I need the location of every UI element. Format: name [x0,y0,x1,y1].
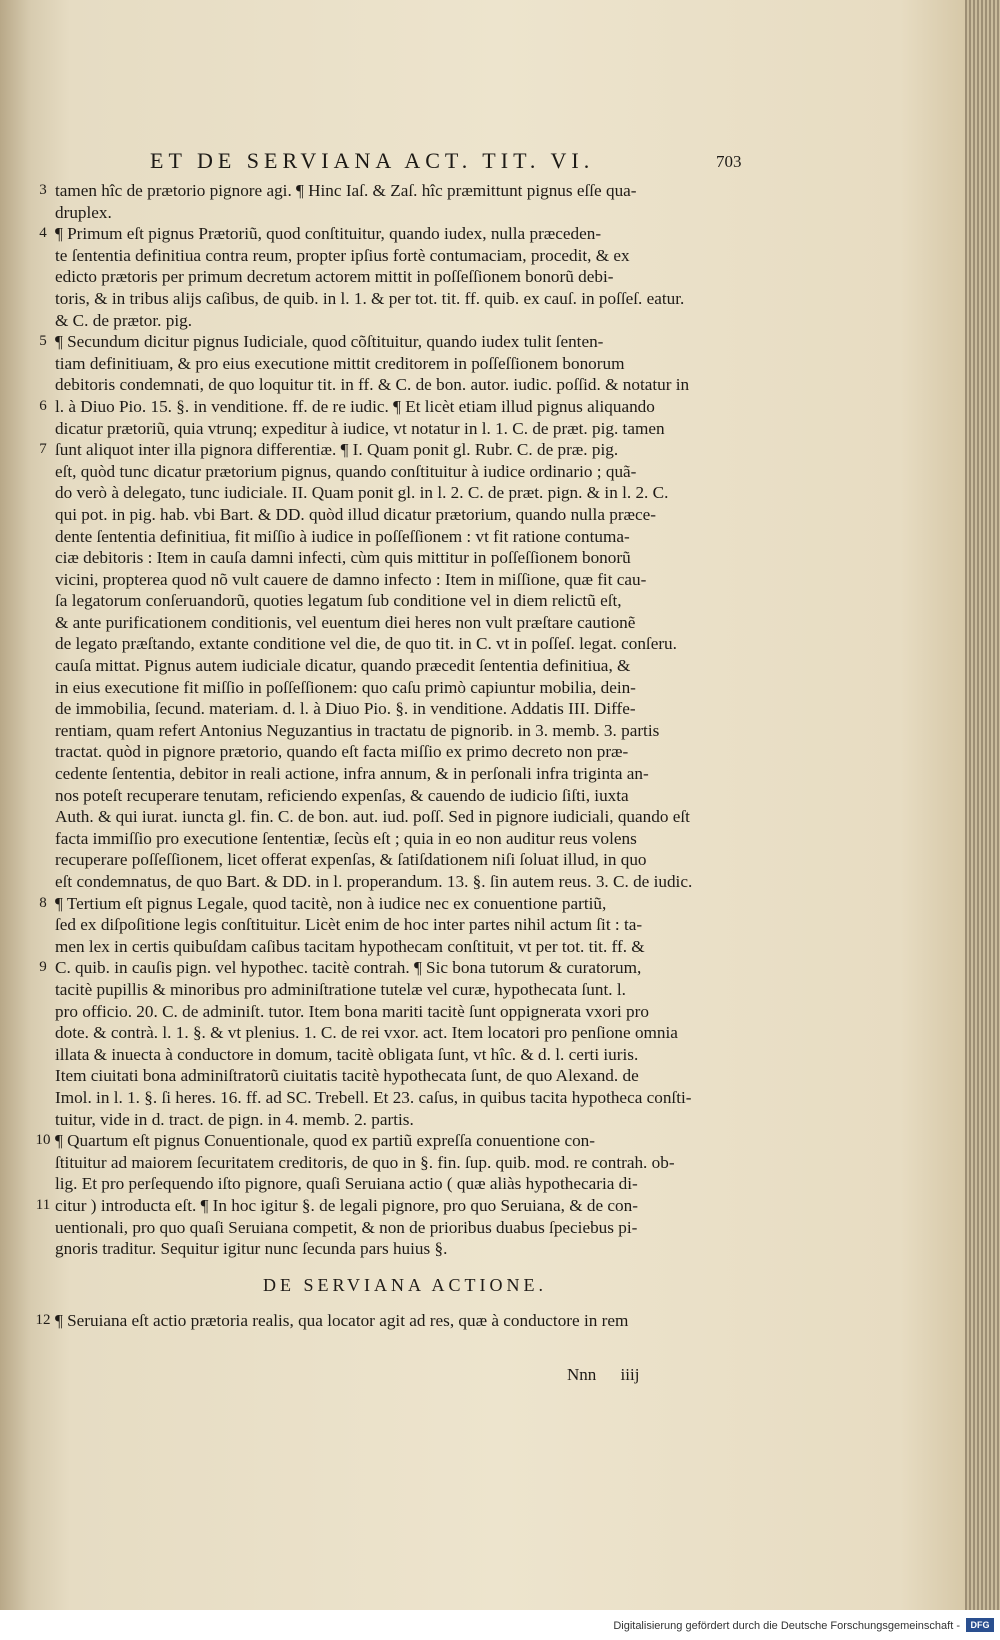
line-text: eſt condemnatus, de quo Bart. & DD. in l. properandum. 13. §. ſin autem reus. 3. C. de iudic. [55,872,693,891]
line-text: tractat. quòd in pignore prætorio, quando eſt facta miſſio ex primo decreto non præ- [55,742,629,762]
text-line [55,655,755,677]
line-text: qui pot. in pig. hab. vbi Bart. & DD. quòd illud dicatur prætorium, quando nulla præce- [55,504,657,524]
line-text: tamen hîc de prætorio pignore agi. ¶ Hinc Iaſ. & Zaſ. hîc præmittunt pignus eſſe qua- [55,181,637,200]
line-text: de immobilia, ſecund. materiam. d. l. à Diuo Pio. §. in venditione. Addatis III. Diffe- [55,699,636,719]
text-line [55,633,755,655]
margin-number: 4 [39,225,47,242]
line-text: tuitur, vide in d. tract. de pign. in 4. memb. 2. partis. [55,1109,414,1129]
line-text: ſtituitur ad maiorem ſecuritatem creditoris, de quo in §. fin. ſup. quib. mod. re contrah. ob- [55,1152,675,1172]
running-head: ET DE SERVIANA ACT. TIT. VI. [150,148,595,173]
line-text: ¶ Primum eſt pignus Prætoriũ, quod conſtituitur, quando iudex, nulla præceden- [55,224,602,244]
line-text: vicini, propterea quod nõ vult cauere de damno infecto : Item in miſſione, quæ fit cau- [55,569,647,589]
margin-number: 5 [39,333,47,350]
line-text: ſunt aliquot inter illa pignora differentiæ. ¶ I. Quam ponit gl. Rubr. C. de præ. pig. [55,440,619,460]
line-text: ¶ Secundum dicitur pignus Iudiciale, quod cõſtituitur, quando iudex tulit ſenten- [55,332,604,352]
text-line [55,374,755,396]
line-text: gnoris traditur. Sequitur igitur nunc ſecunda pars huius §. [55,1239,448,1259]
line-text: de legato præſtando, extante conditione vel die, de quo tit. in C. vt in poſſeſ. legat. conſeru. [55,634,677,654]
text-line [55,526,755,548]
line-text: dicatur prætoriũ, quia vtrunq; expeditur à iudice, vt notatur in l. 1. C. de præt. pig. tamen [55,418,665,438]
text-line [55,266,755,288]
line-text: ſed ex diſpoſitione legis conſtituitur. Licèt enim de hoc inter partes nihil actum ſit : ta- [55,915,643,935]
line-text: & ante purificationem conditionis, vel euentum diei heres non vult præſtare cautionẽ [55,612,636,632]
line-text: te ſententia definitiua contra reum, propter ipſius fortè contumaciam, procedit, & ex [55,245,630,265]
line-text: ¶ Quartum eſt pignus Conuentionale, quod ex partiũ expreſſa conuentione con- [55,1131,595,1151]
line-text: eſt, quòd tunc dicatur prætorium pignus, quando conſtituitur à iudice ordinario ; quã- [55,461,637,481]
text-line [55,741,755,763]
line-text: tacitè pupillis & minoribus pro adminiſtratione tutelæ vel curæ, hypothecata ſunt. l. [55,979,626,999]
text-line [55,245,755,267]
text-line [55,612,755,634]
line-text: recuperare poſſeſſionem, licet offerat expenſas, & ſatiſdationem niſi ſoluat illud, in quo [55,850,647,870]
text-line [55,418,755,440]
line-text: uentionali, pro quo quaſi Seruiana competit, & non de prioribus duabus ſpeciebus pi- [55,1217,638,1237]
text-line [55,288,755,310]
text-line [55,806,755,828]
line-text: Imol. in l. 1. §. ſi heres. 16. ff. ad SC. Trebell. Et 23. caſus, in quibus tacita hypotheca conſti- [55,1087,692,1107]
line-text: toris, & in tribus alijs caſibus, de quib. in l. 1. & per tot. tit. ff. quib. ex cauſ. in poſſeſ. eatur. [55,288,685,308]
line-text: dente ſententia definitiua, fit miſſio à iudice in poſſeſſionem : vt fit ratione contuma- [55,526,630,546]
text-line [55,1087,755,1109]
line-text: debitoris condemnati, de quo loquitur tit. in ff. & C. de bon. autor. iudic. poſſid. & notatur in [55,375,690,395]
text-line [55,547,755,569]
line-text: in eius executione fit miſſio in poſſeſſionem: quo caſu primò capiuntur mobilia, dein- [55,677,636,697]
line-text: Auth. & qui iurat. iuncta gl. fin. C. de bon. aut. iud. poſſ. Sed in pignore iudiciali, quando eſt [55,807,690,827]
text-line [55,1109,755,1131]
line-text: Item ciuitati bona adminiſtratorũ ciuitatis tacitè hypothecata ſunt, de quo Alexand. de [55,1066,639,1086]
margin-number: 8 [39,894,47,911]
text-line [55,1022,755,1044]
line-text: facta immiſſio pro executione ſententiæ, ſecùs eſt ; quia in eo non auditur reus volens [55,828,637,848]
text-line [55,677,755,699]
margin-number: 9 [39,959,47,976]
text-line [55,482,755,504]
text-line [55,1065,755,1087]
page-edge [965,0,1000,1610]
line-text: citur ) introducta eſt. ¶ In hoc igitur §. de legali pignore, pro quo Seruiana, & de con- [55,1195,638,1215]
body-text [35,180,755,1331]
text-line [55,720,755,742]
text-line [55,1238,755,1260]
line-text: rentiam, quam refert Antonius Neguzantius in tractatu de pignorib. in 3. memb. 3. partis [55,720,660,740]
line-text: ¶ Seruiana eſt actio prætoria realis, qua locator agit ad res, quæ à conductore in rem [55,1310,629,1330]
footer-strip [0,1610,1000,1640]
text-line [39,957,755,979]
line-text: C. quib. in cauſis pign. vel hypothec. tacitè contrah. ¶ Sic bona tutorum & curatorum, [55,958,642,978]
text-line [55,461,755,483]
line-text: cedente ſententia, debitor in reali actione, infra annum, & in perſonali infra triginta an- [55,764,649,784]
page-number: 703 [716,152,742,171]
text-line [55,1044,755,1066]
line-text: & C. de prætor. pig. [55,310,193,330]
text-line [55,1173,755,1195]
text-line [55,914,755,936]
text-line [39,223,755,245]
text-line [55,828,755,850]
text-line [55,698,755,720]
text-line [39,439,755,461]
text-line [39,396,755,418]
margin-number: 11 [35,1196,51,1213]
text-line [55,202,755,224]
line-text: dote. & contrà. l. 1. §. & vt plenius. 1. C. de rei vxor. act. Item locatori pro penſione omnia [55,1023,678,1043]
text-line [35,1195,755,1217]
line-text: druplex. [55,202,112,222]
text-line [55,1001,755,1023]
line-text: tiam definitiuam, & pro eius executione mittit creditorem in poſſeſſionem bonorum [55,353,625,373]
text-line [55,310,755,332]
line-text: cauſa mittat. Pignus autem iudiciale dicatur, quando præcedit ſententia definitiua, & [55,656,631,676]
margin-number: 7 [39,441,47,458]
text-line [55,871,755,893]
text-line [55,1152,755,1174]
line-text: ¶ Tertium eſt pignus Legale, quod tacitè, non à iudice nec ex conuentione partiũ, [55,893,607,913]
dfg-logo: DFG [966,1618,994,1632]
line-text: l. à Diuo Pio. 15. §. in venditione. ff. de re iudic. ¶ Et licèt etiam illud pignus aliquando [55,396,655,416]
text-line [55,785,755,807]
margin-number: 6 [39,397,47,414]
text-line [39,331,755,353]
text-line [39,180,755,202]
margin-number: 3 [39,182,47,198]
text-line [35,1310,755,1332]
margin-number: 12 [35,1311,51,1328]
text-line [55,979,755,1001]
digitization-credit: Digitalisierung gefördert durch die Deutsche Forschungsgemeinschaft - [613,1620,960,1632]
line-text: illata & inuecta à conductore in domum, tacitè obligata ſunt, vt hîc. & d. l. certi iuris. [55,1044,639,1064]
text-line [55,849,755,871]
text-line [55,504,755,526]
section-heading: DE SERVIANA ACTIONE. [262,1274,548,1295]
line-text: nos poteſt recuperare tenutam, reficiendo expenſas, & cauendo de iudicio ſiſti, iuxta [55,785,629,805]
line-text: lig. Et pro perſequendo iſto pignore, quaſi Seruiana actio ( quæ aliàs hypothecaria di- [55,1174,638,1194]
text-line [39,893,755,915]
line-text: pro officio. 20. C. de adminiſt. tutor. Item bona mariti tacitè ſunt oppignerata vxori pro [55,1001,649,1021]
text-line [55,569,755,591]
line-text: men lex in certis quibuſdam caſibus tacitam hypothecam conſtituit, vt per tot. tit. ff. & [55,936,645,956]
margin-number: 10 [35,1132,51,1149]
line-text: ciæ debitoris : Item in cauſa damni infecti, cùm quis mittitur in poſſeſſionem bonorũ [55,548,631,568]
line-text: edicto prætoris per primum decretum actorem mittit in poſſeſſionem bonorũ debi- [55,267,614,287]
line-text: do verò à delegato, tunc iudiciale. II. Quam ponit gl. in l. 2. C. de præt. pign. & in l. 2. C. [55,483,669,503]
text-line [55,936,755,958]
text-line [55,590,755,612]
text-line [55,353,755,375]
line-text: ſa legatorum conſeruandorũ, quoties legatum ſub conditione vel in diem relictũ eſt, [55,591,622,611]
text-line [35,1130,755,1152]
text-line [55,1217,755,1239]
catchword: Nnn iiij [567,1365,640,1384]
text-line [55,763,755,785]
